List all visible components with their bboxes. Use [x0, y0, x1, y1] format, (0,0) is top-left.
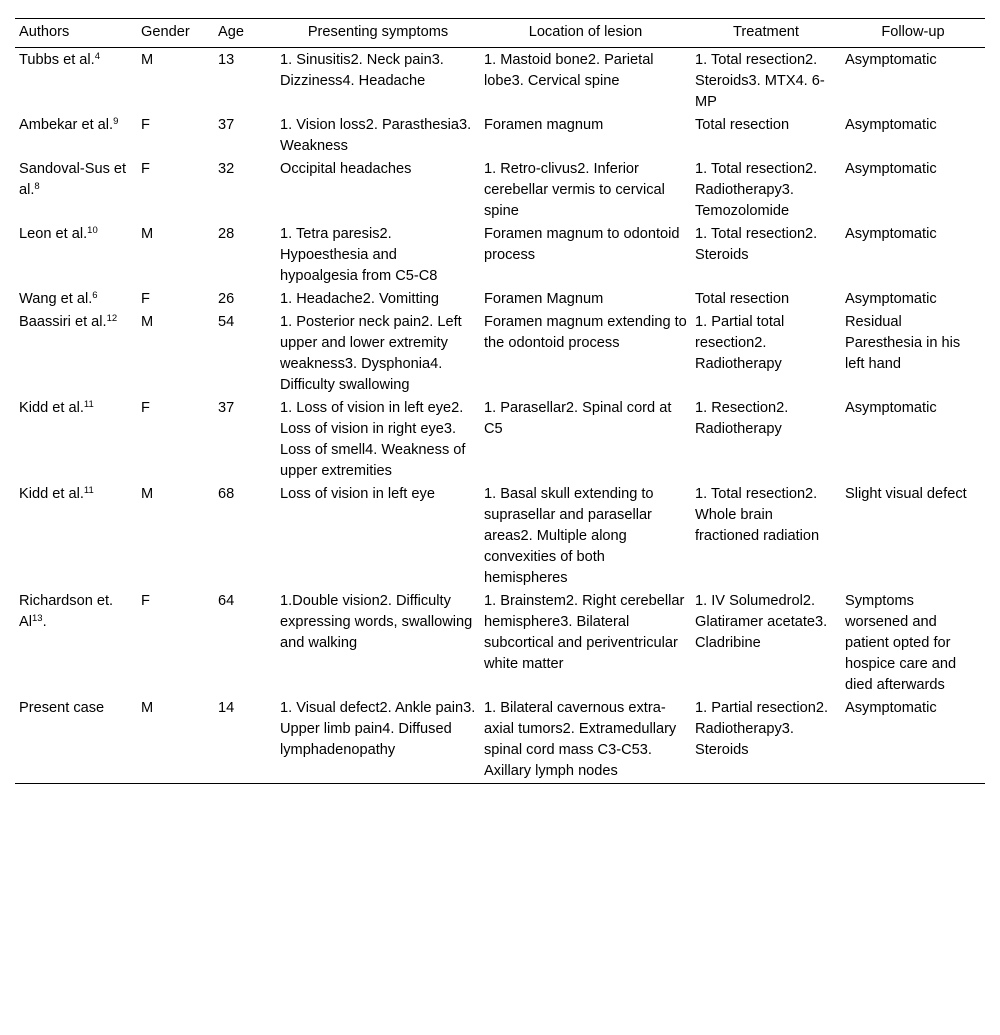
cell-follow-up: Residual Paresthesia in his left hand [845, 314, 961, 372]
reference-number: 8 [34, 181, 40, 192]
author-name: Kidd et al. [19, 486, 84, 502]
cell-treatment: Total resection [695, 291, 790, 307]
cell-location-of-lesion: 1. Brainstem2. Right cerebellar hemisphere3. Bilateral subcortical and periventricular white matter [484, 593, 685, 672]
cell-author [15, 158, 137, 223]
cell-gender: M [141, 52, 154, 68]
cell-author [15, 288, 137, 311]
cell-gender: F [141, 161, 150, 177]
table-row [15, 223, 985, 288]
cell-treatment: 1. Partial total resection2. Radiotherapy [695, 314, 785, 372]
cell-age: 68 [218, 486, 235, 502]
cell-follow-up: Slight visual defect [845, 486, 967, 502]
cell-age: 28 [218, 226, 235, 242]
cell-age: 37 [218, 400, 235, 416]
cell-location-of-lesion: Foramen magnum to odontoid process [484, 226, 680, 263]
table-row [15, 48, 985, 115]
header-location-of-lesion: Location of lesion [528, 24, 643, 40]
cell-location-of-lesion: 1. Retro-clivus2. Inferior cerebellar vermis to cervical spine [484, 161, 665, 219]
table-row [15, 483, 985, 590]
table-row [15, 311, 985, 397]
header-presenting-symptoms: Presenting symptoms [307, 24, 449, 40]
author-name: Richardson et. Al [19, 593, 114, 630]
cell-presenting-symptoms: 1. Tetra paresis2. Hypoesthesia and hypoalgesia from C5-C8 [280, 226, 438, 284]
cell-age: 32 [218, 161, 235, 177]
cell-follow-up: Asymptomatic [845, 226, 937, 242]
cell-treatment: 1. Total resection2. Whole brain fractioned radiation [695, 486, 820, 544]
table-row [15, 288, 985, 311]
cell-presenting-symptoms: 1.Double vision2. Difficulty expressing words, swallowing and walking [280, 593, 473, 651]
cell-age: 37 [218, 117, 235, 133]
cell-age: 54 [218, 314, 235, 330]
cell-presenting-symptoms: 1. Loss of vision in left eye2. Loss of vision in right eye3. Loss of smell4. Weakness of upper extremities [280, 400, 466, 479]
cell-location-of-lesion: 1. Mastoid bone2. Parietal lobe3. Cervical spine [484, 52, 654, 89]
cell-treatment: 1. Resection2. Radiotherapy [695, 400, 789, 437]
cell-author [15, 483, 137, 590]
reference-suffix: . [42, 614, 47, 630]
cell-follow-up: Asymptomatic [845, 52, 937, 68]
cell-author [15, 590, 137, 697]
header-authors: Authors [19, 24, 70, 40]
cell-follow-up: Asymptomatic [845, 291, 937, 307]
case-comparison-table [15, 18, 985, 784]
header-gender: Gender [141, 24, 190, 40]
cell-presenting-symptoms: 1. Headache2. Vomitting [280, 291, 440, 307]
cell-presenting-symptoms: Loss of vision in left eye [280, 486, 435, 502]
author-name: Ambekar et al. [19, 117, 114, 133]
cell-treatment: 1. Total resection2. Steroids [695, 226, 818, 263]
cell-author [15, 697, 137, 784]
author-name: Kidd et al. [19, 400, 84, 416]
cell-gender: M [141, 226, 154, 242]
cell-author [15, 223, 137, 288]
cell-location-of-lesion: Foramen magnum [484, 117, 604, 133]
cell-age: 64 [218, 593, 235, 609]
cell-location-of-lesion: 1. Bilateral cavernous extra-axial tumors2. Extramedullary spinal cord mass C3-C53. Axillary lymph nodes [484, 700, 677, 779]
cell-follow-up: Asymptomatic [845, 117, 937, 133]
cell-location-of-lesion: Foramen magnum extending to the odontoid process [484, 314, 687, 351]
header-age: Age [218, 24, 244, 40]
table-row [15, 397, 985, 483]
cell-location-of-lesion: Foramen Magnum [484, 291, 604, 307]
author-name: Sandoval-Sus et al. [19, 161, 127, 198]
cell-author [15, 114, 137, 158]
cell-location-of-lesion: 1. Basal skull extending to suprasellar and parasellar areas2. Multiple along convexities of both hemispheres [484, 486, 654, 586]
cell-presenting-symptoms: 1. Posterior neck pain2. Left upper and lower extremity weakness3. Dysphonia4. Difficulty swallowing [280, 314, 462, 393]
cell-gender: F [141, 593, 150, 609]
author-name: Baassiri et al. [19, 314, 107, 330]
cell-treatment: 1. Partial resection2. Radiotherapy3. Steroids [695, 700, 829, 758]
author-name: Tubbs et al. [19, 52, 95, 68]
table-row [15, 697, 985, 784]
header-follow-up: Follow-up [881, 24, 945, 40]
cell-follow-up: Symptoms worsened and patient opted for hospice care and died afterwards [845, 593, 957, 693]
table-row [15, 590, 985, 697]
cell-author [15, 397, 137, 483]
cell-author [15, 48, 137, 115]
reference-number: 4 [94, 51, 101, 62]
reference-number: 10 [87, 225, 98, 236]
cell-gender: F [141, 117, 150, 133]
reference-number: 9 [113, 116, 119, 127]
author-name: Leon et al. [19, 226, 88, 242]
cell-presenting-symptoms: 1. Sinusitis2. Neck pain3. Dizziness4. Headache [280, 52, 444, 89]
reference-number: 6 [92, 290, 98, 301]
reference-number: 11 [83, 399, 94, 410]
author-name: Wang et al. [19, 291, 93, 307]
cell-presenting-symptoms: 1. Vision loss2. Parasthesia3. Weakness [280, 117, 472, 154]
cell-age: 14 [218, 700, 235, 716]
cell-treatment: 1. Total resection2. Radiotherapy3. Temozolomide [695, 161, 818, 219]
header-treatment: Treatment [733, 24, 799, 40]
cell-follow-up: Asymptomatic [845, 700, 937, 716]
cell-age: 26 [218, 291, 235, 307]
header-row [15, 19, 985, 48]
table-row [15, 114, 985, 158]
cell-gender: M [141, 700, 154, 716]
reference-number: 12 [106, 313, 118, 324]
cell-gender: M [141, 486, 154, 502]
cell-gender: F [141, 291, 150, 307]
cell-treatment: 1. Total resection2. Steroids3. MTX4. 6-MP [695, 52, 825, 110]
table-container [15, 18, 985, 784]
cell-gender: M [141, 314, 154, 330]
cell-treatment: 1. IV Solumedrol2. Glatiramer acetate3. Cladribine [695, 593, 828, 651]
cell-presenting-symptoms: Occipital headaches [280, 161, 412, 177]
cell-age: 13 [218, 52, 235, 68]
cell-presenting-symptoms: 1. Visual defect2. Ankle pain3. Upper limb pain4. Diffused lymphadenopathy [280, 700, 476, 758]
cell-gender: F [141, 400, 150, 416]
cell-follow-up: Asymptomatic [845, 400, 937, 416]
cell-treatment: Total resection [695, 117, 790, 133]
cell-location-of-lesion: 1. Parasellar2. Spinal cord at C5 [484, 400, 672, 437]
cell-author [15, 311, 137, 397]
reference-number: 13 [31, 613, 43, 624]
reference-number: 11 [83, 485, 94, 496]
cell-follow-up: Asymptomatic [845, 161, 937, 177]
table-row [15, 158, 985, 223]
author-name: Present case [19, 700, 105, 716]
